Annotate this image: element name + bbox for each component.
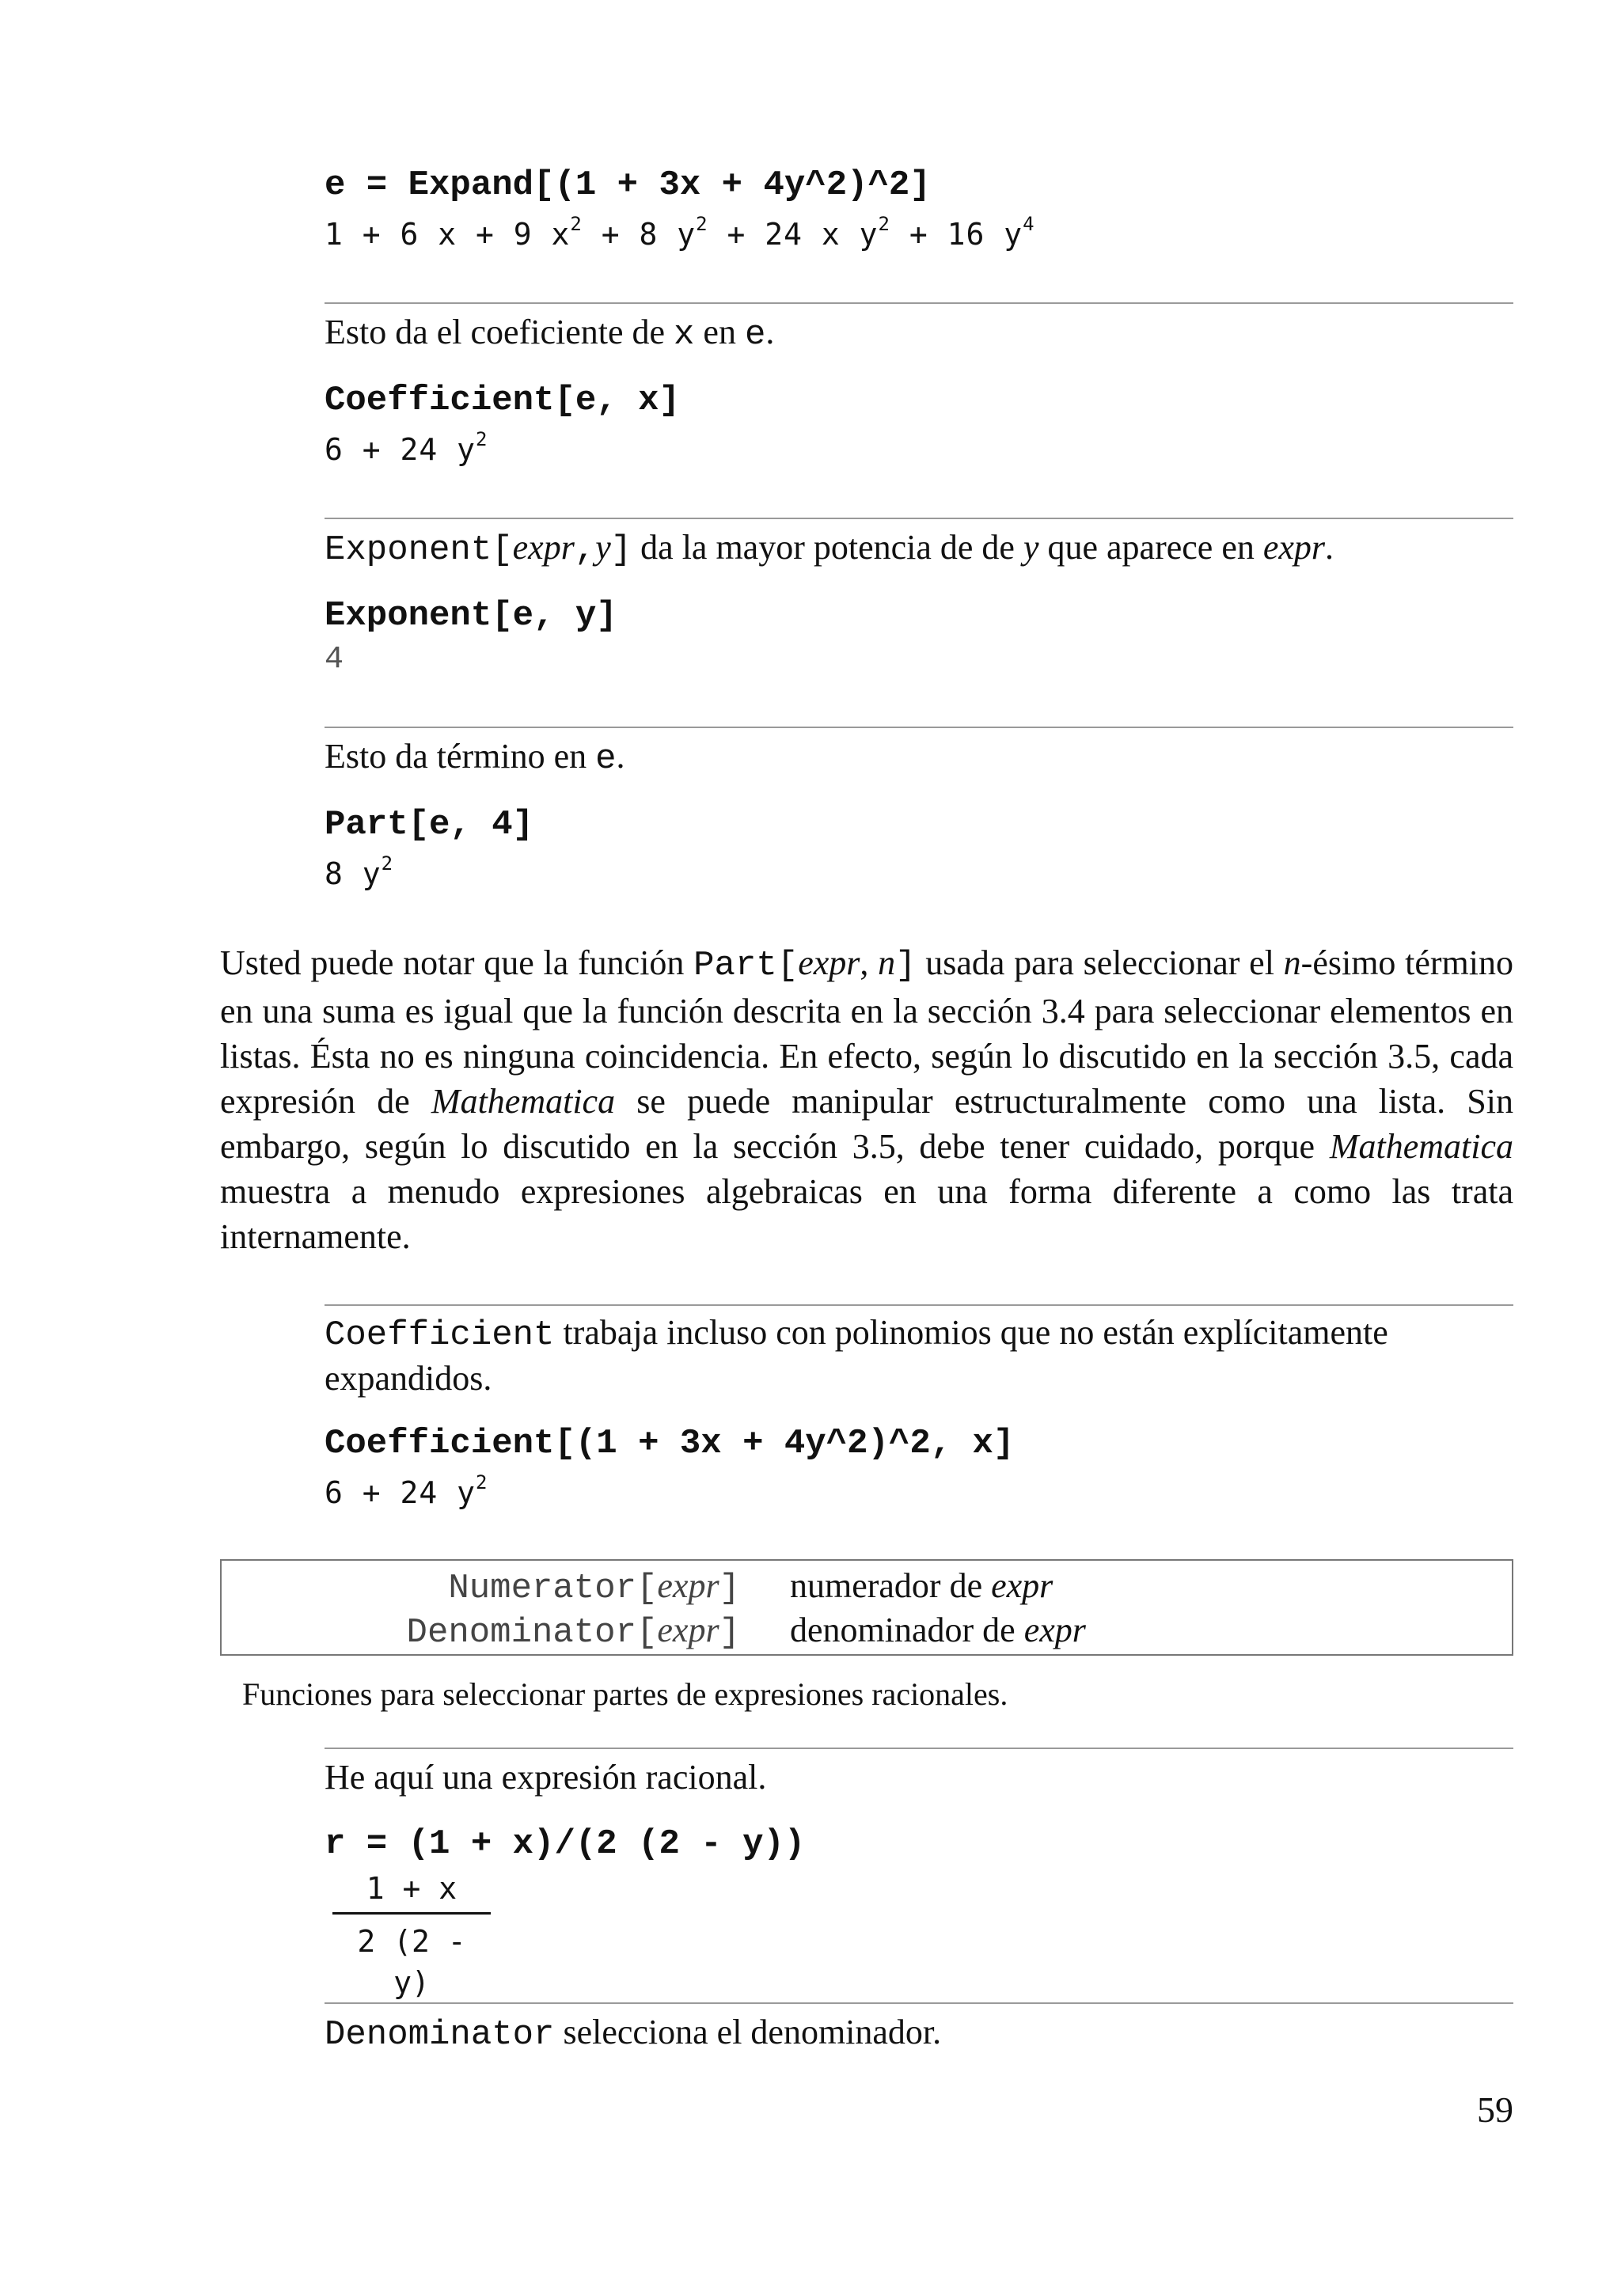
fraction-denominator: 2 (2 - y): [357, 1924, 466, 2000]
cell-text-coefficient-unexpanded: Coefficient trabaja incluso con polinomios que no están explícitamente: [325, 1313, 1388, 1355]
cell-text-rational: He aquí una expresión racional.: [325, 1758, 767, 1797]
output-exponent: 4: [325, 642, 344, 677]
cell-divider: [325, 1748, 1513, 1749]
cell-divider: [325, 727, 1513, 728]
cell-text-part: Esto da término en e.: [325, 737, 625, 779]
function-name: Denominator[expr]: [406, 1611, 740, 1653]
cell-divider: [325, 2002, 1513, 2004]
table-caption: Funciones para seleccionar partes de expresiones racionales.: [242, 1676, 1008, 1712]
fraction-bar: [332, 1912, 491, 1915]
output-coefficient: 6 + 24 $y^2$: [325, 428, 488, 467]
function-name: Numerator[expr]: [448, 1566, 740, 1608]
body-paragraph: Usted puede notar que la función Part[expr, n] usada para seleccionar el n-ésimo término en una suma es igual que la función descrita en la sección 3.4 para seleccionar elementos en listas. Ésta no es ninguna coincidencia. En efecto, según lo discutido en la sección 3.5, cada expresión de Mathematica se puede manipular estructuralmente como una lista. Sin embargo, según lo discutido en la sección 3.5, debe tener cuidado, porque Mathematica muestra a menudo expresiones algebraicas en una forma diferente a como las trata internamente.: [220, 943, 1514, 1256]
fraction-numerator: 1 + x: [366, 1871, 457, 1906]
cell-divider: [325, 518, 1513, 519]
cell-text-exponent: Exponent[expr,y] da la mayor potencia de de y que aparece en expr.: [325, 528, 1334, 570]
function-description: denominador de expr: [790, 1611, 1086, 1649]
cell-divider: [325, 302, 1513, 304]
input-coefficient: Coefficient[e, x]: [325, 381, 680, 420]
cell-text-denominator: Denominator selecciona el denominador.: [325, 2013, 942, 2055]
function-table: [220, 1559, 1513, 1656]
output-coefficient-unexpanded: 6 + 24 $y^2$: [325, 1471, 488, 1510]
input-rational: r = (1 + x)/(2 (2 - y)): [325, 1824, 806, 1864]
cell-divider: [325, 1304, 1513, 1306]
input-exponent: Exponent[e, y]: [325, 596, 617, 636]
output-expand: 1 + 6 x + 9 $x^2 + 8$ $y^2 + 24$ x $y^2 + 16$ $y^4$: [325, 213, 1035, 252]
page-number: 59: [1477, 2089, 1513, 2130]
output-fraction: [332, 1868, 491, 2003]
input-expand: e = Expand[(1 + 3x + 4y^2)^2]: [325, 165, 931, 205]
input-coefficient-unexpanded: Coefficient[(1 + 3x + 4y^2)^2, x]: [325, 1424, 1015, 1463]
output-part: 8 $y^2$: [325, 852, 394, 891]
table-row: [222, 1564, 1512, 1608]
input-part: Part[e, 4]: [325, 805, 534, 844]
cell-text-coefficient-unexpanded-line2: expandidos.: [325, 1359, 492, 1398]
table-row: [222, 1608, 1512, 1653]
cell-text-coefficient: Esto da el coeficiente de x en e.: [325, 313, 775, 355]
function-description: numerador de expr: [790, 1566, 1053, 1605]
